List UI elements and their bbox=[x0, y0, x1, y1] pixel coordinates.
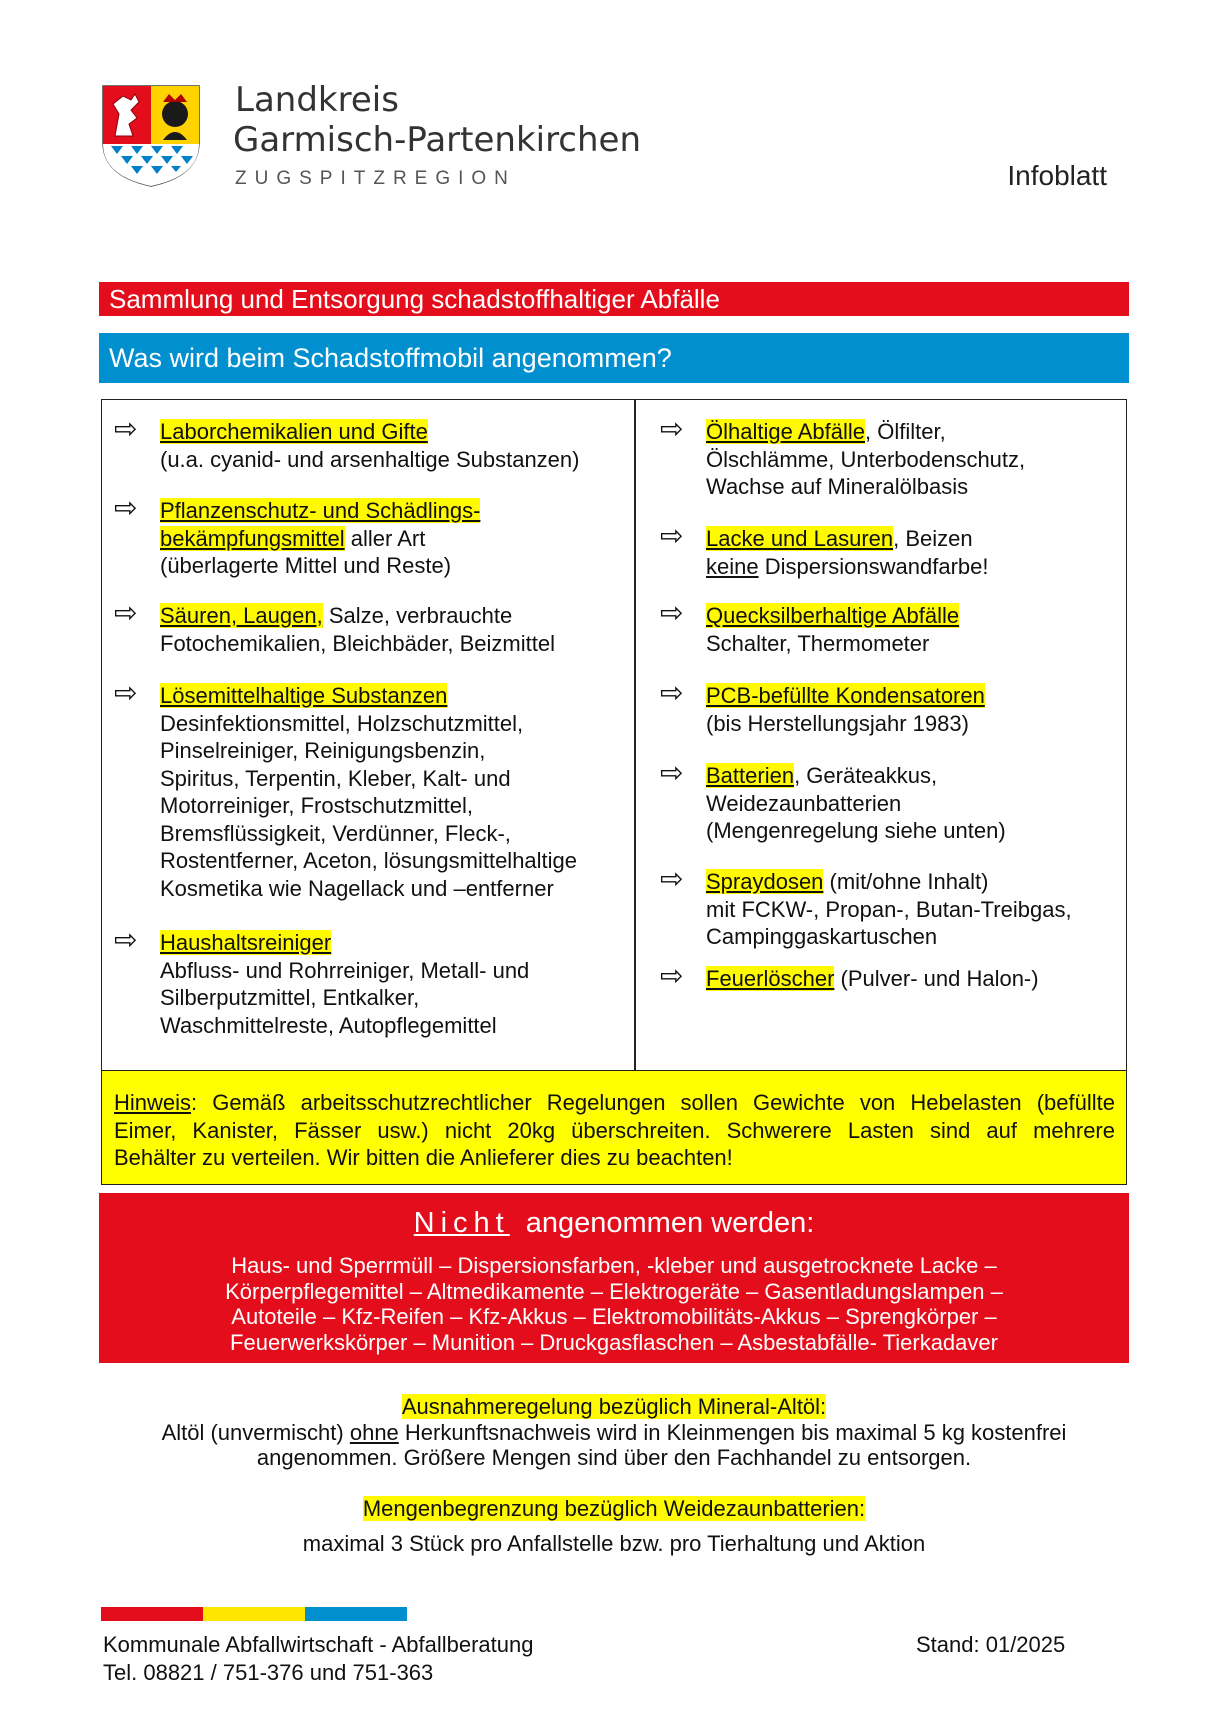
item-title-suffix: , Beizen bbox=[893, 526, 973, 551]
item-detail: (u.a. cyanid- und arsenhaltige Substanzen) bbox=[160, 446, 580, 472]
arrow-right-icon: ⇨ bbox=[660, 676, 684, 709]
oil-rule-heading: Ausnahmeregelung bezüglich Mineral-Altöl: bbox=[401, 1394, 827, 1419]
notice-label: Hinweis bbox=[114, 1090, 192, 1115]
not-accepted-box bbox=[99, 1193, 1129, 1363]
item-detail: Bremsflüssigkeit, Verdünner, Fleck-, bbox=[160, 820, 511, 846]
item-title: Lacke und Lasuren bbox=[706, 526, 894, 551]
document-title-banner: Sammlung und Entsorgung schadstoffhaltiger Abfälle bbox=[99, 282, 1129, 316]
item-detail: Silberputzmittel, Entkalker, bbox=[160, 985, 420, 1010]
item-detail: (bis Herstellungsjahr 1983) bbox=[706, 710, 969, 736]
footer-stripe-red bbox=[101, 1607, 203, 1621]
item-detail: Ölschlämme, Unterbodenschutz, bbox=[706, 446, 1026, 472]
item-detail: Spiritus, Terpentin, Kleber, Kalt- und bbox=[160, 765, 511, 791]
item-title: Ölhaltige Abfälle bbox=[706, 419, 865, 444]
weight-notice bbox=[101, 1071, 1127, 1185]
oil-rule-text: angenommen. Größere Mengen sind über den Fachhandel zu entsorgen. bbox=[256, 1445, 972, 1470]
item-title: Quecksilberhaltige Abfälle bbox=[706, 603, 960, 628]
item-detail: Kosmetika wie Nagellack und –entferner bbox=[160, 875, 554, 901]
item-detail: Abfluss- und Rohrreiniger, Metall- und bbox=[160, 957, 530, 983]
item-title: Lösemittelhaltige Substanzen bbox=[160, 683, 448, 708]
list-item bbox=[114, 491, 481, 580]
list-item bbox=[660, 959, 1039, 993]
list-item bbox=[660, 676, 985, 737]
item-detail: (überlagerte Mittel und Reste) bbox=[160, 553, 452, 578]
column-divider bbox=[634, 399, 636, 1071]
item-detail: Campinggaskartuschen bbox=[706, 924, 938, 949]
not-accepted-line: Autoteile – Kfz-Reifen – Kfz-Akkus – Elektromobilitäts-Akkus – Sprengkörper – bbox=[231, 1304, 997, 1329]
item-detail: Schalter, Thermometer bbox=[706, 630, 930, 656]
item-title: Pflanzenschutz- und Schädlings- bbox=[160, 498, 481, 523]
arrow-right-icon: ⇨ bbox=[660, 756, 684, 789]
list-item bbox=[114, 596, 555, 657]
item-title: Haushaltsreiniger bbox=[160, 930, 332, 955]
item-title: Feuerlöscher bbox=[706, 966, 835, 991]
section-heading-accepted: Was wird beim Schadstoffmobil angenommen? bbox=[99, 333, 1129, 383]
footer-date: Stand: 01/2025 bbox=[916, 1632, 1066, 1657]
item-title: PCB-befüllte Kondensatoren bbox=[706, 683, 985, 708]
battery-rule-heading: Mengenbegrenzung bezüglich Weidezaunbatterien: bbox=[362, 1496, 866, 1521]
item-title-suffix: , Ölfilter, bbox=[865, 419, 946, 444]
item-detail: Wachse auf Mineralölbasis bbox=[706, 474, 969, 499]
arrow-right-icon: ⇨ bbox=[114, 596, 138, 629]
oil-exception-rule bbox=[99, 1394, 1129, 1471]
item-detail-emphasis: keine bbox=[706, 553, 759, 579]
item-detail: mit FCKW-, Propan-, Butan-Treibgas, bbox=[706, 896, 1072, 922]
arrow-right-icon: ⇨ bbox=[660, 412, 684, 445]
arrow-right-icon: ⇨ bbox=[114, 676, 138, 709]
item-detail: Dispersionswandfarbe! bbox=[758, 553, 989, 579]
item-title: Laborchemikalien und Gifte bbox=[160, 419, 428, 444]
arrow-right-icon: ⇨ bbox=[114, 412, 138, 445]
list-item bbox=[114, 923, 530, 1039]
item-title: Batterien bbox=[706, 763, 795, 788]
list-item bbox=[114, 676, 578, 902]
brand-name-line1: Landkreis bbox=[235, 80, 399, 120]
list-item bbox=[660, 519, 989, 580]
item-detail: Motorreiniger, Frostschutzmittel, bbox=[160, 793, 473, 818]
item-title-suffix: (Pulver- und Halon-) bbox=[834, 966, 1039, 991]
arrow-right-icon: ⇨ bbox=[660, 959, 684, 992]
oil-rule-emphasis: ohne bbox=[349, 1419, 399, 1445]
oil-rule-text: Herkunftsnachweis wird in Kleinmengen bis maximal 5 kg kostenfrei bbox=[398, 1419, 1067, 1445]
battery-limit-rule bbox=[99, 1496, 1129, 1556]
battery-rule-text: maximal 3 Stück pro Anfallstelle bzw. pro Tierhaltung und Aktion bbox=[302, 1530, 926, 1556]
item-detail: (Mengenregelung siehe unten) bbox=[706, 818, 1006, 843]
brand-region: ZUGSPITZREGION bbox=[235, 168, 516, 189]
footer-phone: Tel. 08821 / 751-376 und 751-363 bbox=[103, 1660, 434, 1685]
item-title-suffix: aller Art bbox=[344, 525, 426, 551]
arrow-right-icon: ⇨ bbox=[660, 862, 684, 895]
not-accepted-line: Feuerwerkskörper – Munition – Druckgasflaschen – Asbestabfälle- Tierkadaver bbox=[230, 1329, 998, 1355]
arrow-right-icon: ⇨ bbox=[114, 923, 138, 956]
item-detail: Desinfektionsmittel, Holzschutzmittel, bbox=[160, 710, 524, 736]
notice-text: Eimer, Kanister, Fässer usw.) nicht 20kg überschreiten. Schwerere Lasten sind auf mehrere bbox=[114, 1117, 1115, 1143]
not-accepted-line: Körperpflegemittel – Altmedikamente – Elektrogeräte – Gasentladungslampen – bbox=[225, 1278, 1003, 1304]
footer-stripe-blue bbox=[305, 1607, 407, 1621]
item-detail: Weidezaunbatterien bbox=[706, 790, 902, 816]
item-title-suffix: (mit/ohne Inhalt) bbox=[823, 869, 989, 894]
district-coat-of-arms bbox=[101, 84, 201, 188]
list-item bbox=[660, 756, 1006, 845]
list-item bbox=[660, 596, 960, 657]
footer-stripe-yellow bbox=[203, 1607, 305, 1621]
list-item bbox=[114, 412, 580, 473]
item-detail: Waschmittelreste, Autopflegemittel bbox=[160, 1012, 497, 1038]
item-detail: Fotochemikalien, Bleichbäder, Beizmittel bbox=[160, 630, 555, 656]
item-title: Säuren, Laugen, bbox=[160, 603, 323, 628]
item-title-cont: bekämpfungsmittel bbox=[160, 525, 345, 551]
item-title-suffix: , Geräteakkus, bbox=[794, 763, 938, 788]
item-detail: Rostentferner, Aceton, lösungsmittelhaltige bbox=[160, 848, 578, 873]
footer-department: Kommunale Abfallwirtschaft - Abfallberatung bbox=[103, 1632, 534, 1657]
arrow-right-icon: ⇨ bbox=[660, 519, 684, 552]
item-title-suffix: Salze, verbrauchte bbox=[322, 603, 513, 628]
notice-text: Behälter zu verteilen. Wir bitten die Anlieferer dies zu beachten! bbox=[114, 1145, 733, 1170]
not-accepted-title bbox=[99, 1207, 1129, 1240]
list-item bbox=[660, 412, 1026, 501]
not-accepted-line: Haus- und Sperrmüll – Dispersionsfarben, -kleber und ausgetrocknete Lacke – bbox=[231, 1253, 997, 1278]
document-type: Infoblatt bbox=[1007, 160, 1107, 191]
oil-rule-text: Altöl (unvermischt) bbox=[161, 1419, 350, 1445]
arrow-right-icon: ⇨ bbox=[660, 596, 684, 629]
brand-name-line2: Garmisch-Partenkirchen bbox=[233, 120, 642, 160]
list-item bbox=[660, 862, 1072, 951]
item-detail: Pinselreiniger, Reinigungsbenzin, bbox=[160, 738, 486, 763]
item-title: Spraydosen bbox=[706, 869, 824, 894]
not-accepted-title-text: angenommen werden: bbox=[525, 1207, 815, 1239]
not-accepted-title-emphasis: Nicht bbox=[413, 1207, 510, 1239]
arrow-right-icon: ⇨ bbox=[114, 491, 138, 524]
notice-text: : Gemäß arbeitsschutzrechtlicher Regelungen sollen Gewichte von Hebelasten (befüllte bbox=[191, 1090, 1115, 1115]
